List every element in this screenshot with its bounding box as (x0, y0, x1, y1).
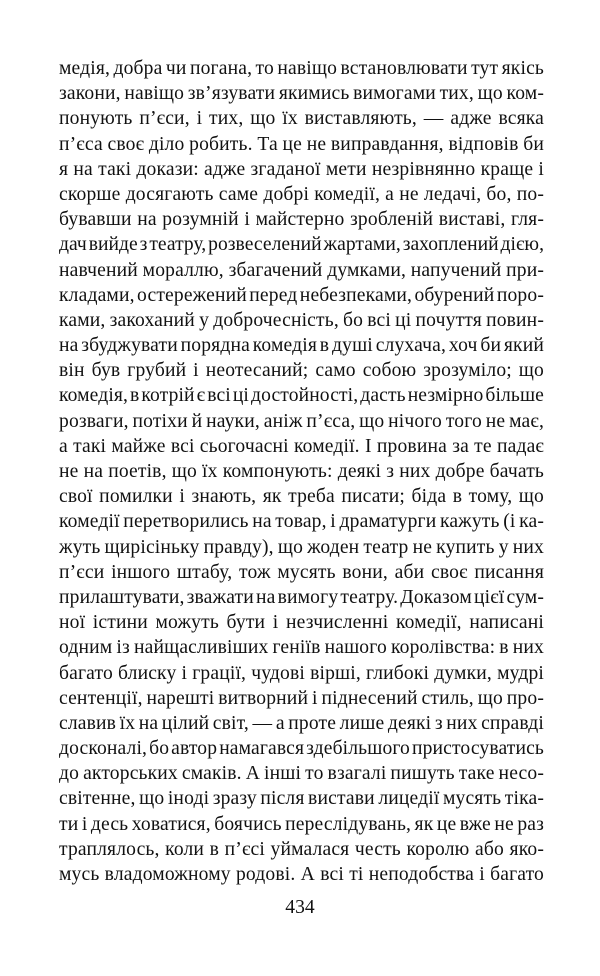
text-line: прилаштувати, зважати на вимогу театру. Доказом цієї сум- (59, 586, 544, 608)
page-number: 434 (285, 897, 315, 918)
text-line: медія, добра чи погана, то навіщо встановлювати тут якісь (59, 58, 544, 79)
text-line: ками, закоханий у доброчесність, бо всі ці почуття повин- (59, 309, 544, 331)
text-line: навчений мораллю, збагачений думками, напучений при- (59, 259, 544, 281)
text-line: багато блиску і грації, чудові вірші, глибокі думки, мудрі (59, 662, 544, 684)
text-line: славив їх на цілий світ, — а проте лише деякі з них справді (59, 712, 544, 734)
text-line: ти і десь ховатися, боячись переслідувань, як це вже не раз (59, 813, 544, 835)
text-line: свої помилки і знають, як треба писати; біда в тому, що (59, 486, 544, 508)
text-line: кладами, остережений перед небезпеками, обурений поро- (59, 284, 544, 306)
text-line: він був грубий і неотесаний; само собою зрозуміло; що (59, 360, 544, 382)
body-text (59, 56, 544, 887)
text-line: траплялось, коли в п’єсі уймалася честь королю або яко- (59, 838, 544, 860)
text-line: комедії перетворились на товар, і драматурги кажуть (і ка- (59, 511, 544, 533)
text-line: не на поетів, що їх компонують: деякі з них добре бачать (59, 461, 544, 482)
text-line: закони, навіщо зв’язувати якимись вимогами тих, що ком- (59, 83, 544, 105)
text-line: жуть щирісіньку правду), що жоден театр не купить у них (59, 536, 544, 558)
text-line: досконалі, бо автор намагався здебільшого пристосуватись (59, 738, 544, 760)
text-line: одним із найщасливіших геніїв нашого королівства: в них (59, 637, 544, 659)
text-line: ної істини можуть бути і незчисленні комедії, написані (59, 612, 544, 634)
text-line: я на такі докази: адже згаданої мети незрівнянно краще і (59, 158, 544, 180)
text-line: скорше досягають саме добрі комедії, а не ледачі, бо, по- (59, 183, 544, 205)
text-line: світенне, що іноді зразу після вистави лицедії мусять тіка- (59, 788, 544, 810)
text-line: сентенції, нарешті витворний і піднесений стиль, що про- (59, 687, 544, 709)
text-line: п’єса своє діло робить. Та це не виправдання, відповів би (59, 133, 544, 155)
text-line: до акторських смаків. А інші то взагалі пишуть таке несо- (59, 763, 544, 785)
text-line: комедія, в котрій є всі ці достойності, дасть незмірно більше (59, 385, 544, 407)
text-line: понують п’єси, і тих, що їх виставляють, — адже всяка (59, 108, 544, 130)
text-line: на збуджувати порядна комедія в душі слухача, хоч би який (59, 335, 544, 357)
text-line: мусь владоможному родові. А всі ті неподобства і багато (59, 864, 544, 885)
text-line: п’єси іншого штабу, тож мусять вони, аби своє писання (59, 561, 544, 583)
text-line: дач вийде з театру, розвеселений жартами, захоплений дією, (59, 234, 544, 256)
text-line: а такі майже всі сьогочасні комедії. І провина за те падає (59, 435, 544, 457)
text-line: бувавши на розумній і майстерно зробленій виставі, гля- (59, 209, 544, 231)
text-line: розваги, потіхи й науки, аніж п’єса, що нічого того не має, (59, 410, 544, 432)
